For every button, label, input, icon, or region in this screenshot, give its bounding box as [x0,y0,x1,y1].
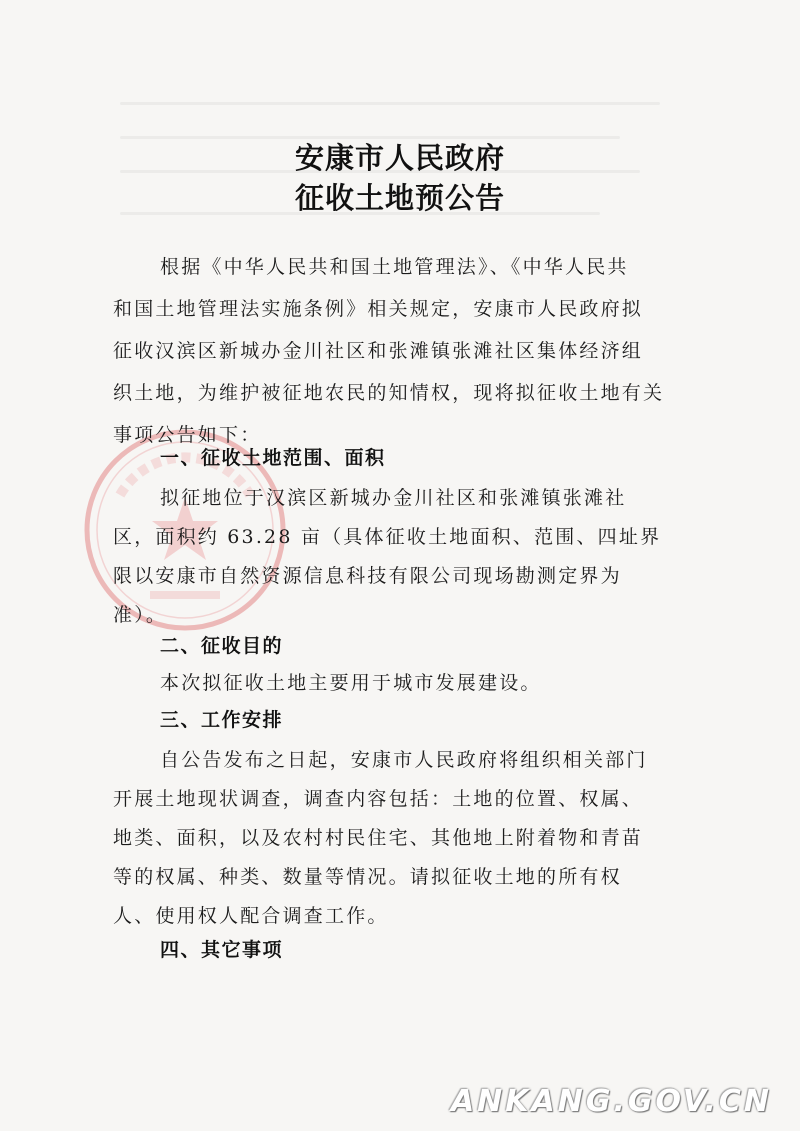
section-line: 等的权属、种类、数量等情况。请拟征收土地的所有权 [113,866,622,888]
section-heading-scope-area: 一、征收土地范围、面积 [160,447,386,469]
intro-line: 根据《中华人民共和国土地管理法》、《中华人民共 [160,256,629,278]
section-line: 限以安康市自然资源信息科技有限公司现场勘测定界为 [113,565,622,587]
section-line: 拟征地位于汉滨区新城办金川社区和张滩镇张滩社 [160,487,627,509]
section-line: 本次拟征收土地主要用于城市发展建设。 [160,672,542,694]
section-line: 区，面积约 63.28 亩（具体征收土地面积、范围、四址界 [113,526,662,548]
intro-line: 征收汉滨区新城办金川社区和张滩镇张滩社区集体经济组 [113,340,644,362]
bleed-through-line [120,102,660,105]
section-line: 开展土地现状调查，调查内容包括：土地的位置、权属、 [113,788,644,810]
site-watermark: ANKANG.GOV.CN [450,1084,772,1119]
document-title-line-1: 安康市人民政府 [294,141,505,175]
section-line: 地类、面积，以及农村村民住宅、其他地上附着物和青苗 [113,827,644,849]
section-line: 人、使用权人配合调查工作。 [113,905,389,927]
intro-line: 和国土地管理法实施条例》相关规定，安康市人民政府拟 [113,298,644,320]
section-heading-other-matters: 四、其它事项 [160,939,284,961]
section-line: 准）。 [113,604,168,626]
intro-line: 事项公告如下： [113,424,262,446]
section-heading-purpose: 二、征收目的 [160,635,284,657]
document-title-line-2: 征收土地预公告 [294,181,505,215]
section-heading-work-arrangement: 三、工作安排 [160,709,284,731]
intro-line: 织土地，为维护被征地农民的知情权，现将拟征收土地有关 [113,382,665,404]
section-line: 自公告发布之日起，安康市人民政府将组织相关部门 [160,749,648,771]
